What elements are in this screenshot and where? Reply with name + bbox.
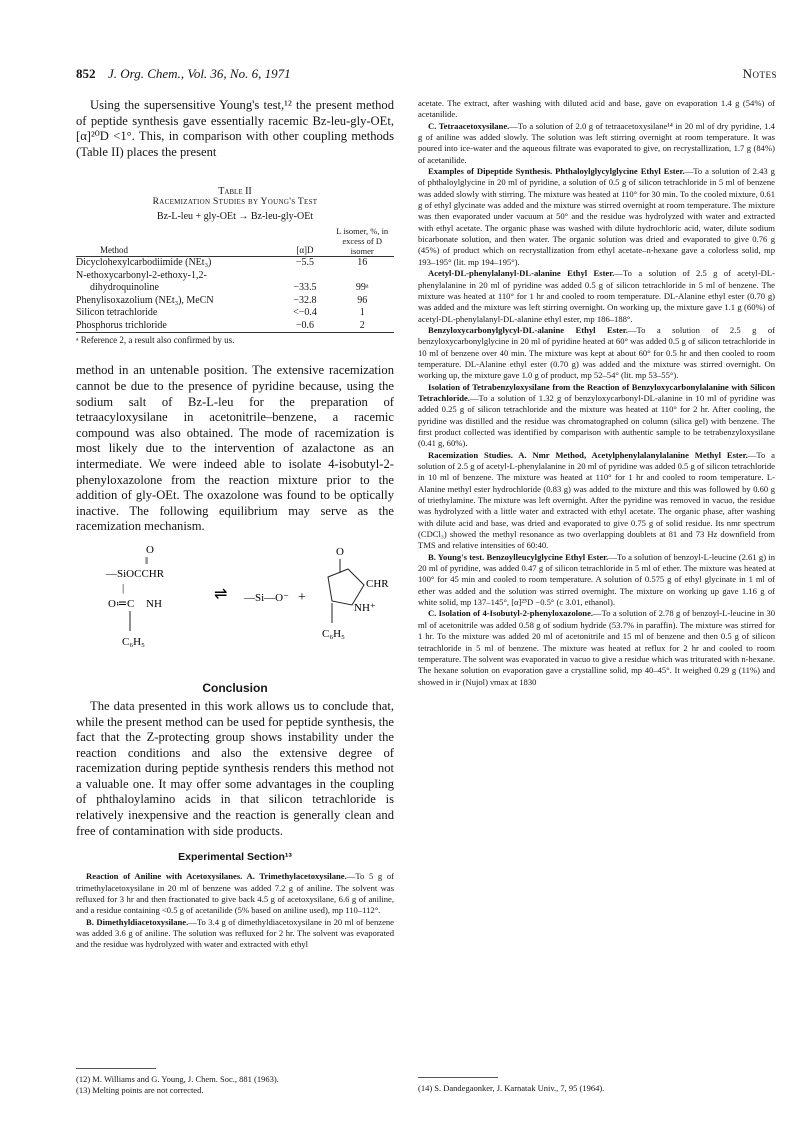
cell-isomer [330, 270, 394, 283]
table-row [76, 307, 394, 320]
right-paragraph-1: acetate. The extract, after washing with diluted acid and base, gave on evaporation 1.4 g (54%) of acetanilide. [418, 98, 775, 120]
table-header-row [76, 226, 394, 256]
right-paragraph-7 [418, 450, 775, 552]
scheme-double-bond: ‖ [145, 554, 149, 567]
right-paragraph-3 [418, 166, 775, 268]
table-row [76, 295, 394, 308]
scheme-chr: CHR [366, 577, 389, 590]
cell-isomer: 1 [359, 307, 365, 319]
scheme-silanolate: —Si—O⁻ [244, 591, 289, 604]
exp-paragraph-a [76, 871, 394, 916]
cell-method: dihydroquinoline [90, 282, 159, 294]
cell-method: Dicyclohexylcarbodiimide (NEt₃) [76, 257, 212, 269]
scheme-drawing [76, 539, 394, 675]
right-paragraph-6 [418, 382, 775, 450]
p2-body: —To a solution of 2.0 g of tetraacetoxysilane¹⁴ in 20 ml of dry pyridine, 1.4 g of aniline was added slowly. The solution was left stirring overnight at room temperature. It was poured into ice-water and the aqueous filtrate was evaporated to give, on recrystallization, 1.7 g (84%) of acetanilide. [418, 120, 775, 165]
exp-paragraph-b [76, 917, 394, 951]
p3-title: Examples of Dipeptide Synthesis. Phthaloylglycylglycine Ethyl Ester. [428, 166, 685, 177]
cell-isomer: 96 [357, 294, 368, 306]
cell-alpha: −32.8 [293, 294, 317, 306]
p5-body: —To a solution of 2.5 g of benzyloxycarbonylglycine in 20 ml of pyridine heated at 60° was added 0.5 g of silicon tetrachloride in 10 ml of benzene over 40 min. The mixture was kept at about 60° for 0.5 hr and then cooled to room temperature. DL-Alanine ethyl ester (0.70 g) was added and the mixture was stirred overnight. On working up, the mixture gave 1.0 g of product, mp 52–54° (lit. mp 53–55°). [418, 324, 775, 381]
conclusion-paragraph: The data presented in this work allows us to conclude that, while the present method can be used for peptide synthesis, the fact that the Z-protecting group shows instability under the reaction conditions and also the extensive degree of racemization during peptide synthesis renders this method not a valuable one. It may offer some advantages in the coupling of phthaloylamino acids in that silicon tetrachloride is relatively inexpensive and the reaction is generally clean and free of contamination with side products. [76, 698, 394, 838]
scheme-nh: NH [146, 597, 162, 610]
scheme-phenyl-right: C₆H₅ [322, 627, 345, 640]
page-header [76, 66, 777, 86]
page-number: 852 [76, 66, 96, 81]
exp-b-title: B. Dimethyldiacetoxysilane. [86, 916, 189, 927]
cell-isomer: 99ᵃ [355, 282, 369, 294]
cell-alpha [280, 270, 331, 283]
p9-body: —To a solution of 2.78 g of benzoyl-L-leucine in 30 ml of acetonitrile was added 0.58 g of sodium hydride (53.7% in paraffin). The mixture was stirred for 1 hr. To the mixture was added 20 ml of acetonitrile and 15 ml of benzene and then 0.5 g of silicon tetrachloride in 5 ml of benzene. The mixture was heated at reflux for 2 hr and cooled to room temperature. The solvent was evaporated in vacuo to give a residue which was triturated with n-hexane. The hexane solution on evaporation gave a crystalline solid, mp 40–45°. It weighed 0.29 g (11%) and showed in ir (Nujol) νmax at 1830 [418, 608, 775, 687]
section-name: Notes [742, 66, 777, 81]
cell-alpha: <−0.4 [293, 307, 317, 319]
cell-method: N-ethoxycarbonyl-2-ethoxy-1,2- [76, 269, 207, 281]
cell-isomer: 2 [359, 319, 365, 331]
table-ii [76, 186, 394, 345]
header-method: Method [100, 244, 128, 255]
table-footnote: ᵃ Reference 2, a result also confirmed by us. [76, 335, 235, 346]
p7-title: Racemization Studies. A. Nmr Method, Acetylphenylalanylalanine Methyl Ester. [428, 449, 748, 460]
experimental-heading: Experimental Section¹³ [178, 851, 292, 864]
table-reaction: Bz-L-leu + gly-OEt → Bz-leu-gly-OEt [156, 211, 314, 223]
table-row [76, 282, 394, 295]
right-paragraph-5 [418, 325, 775, 382]
header-alpha: [α]D [296, 244, 314, 255]
p8-title: B. Young's test. Benzoylleucylglycine Ethyl Ester. [428, 551, 609, 562]
table-row [76, 257, 394, 270]
p4-body: —To a solution of 2.5 g of acetyl-DL-phenylalanine in 20 ml of pyridine was added 0.5 g of silicon tetrachloride in 5 ml of benzene. The mixture was heated at 110° for 1 hr and cooled to room temperature. DL-Alanine ethyl ester (0.70 g) was added and the mixture was left stirring overnight. On working up, the mixture gave 1.1 g (60%) of acetyl-DL-phenylalanyl-DL-alanine ethyl ester, mp 186–188°. [418, 268, 775, 324]
cell-method: Silicon tetrachloride [76, 307, 158, 319]
conclusion-heading: Conclusion [202, 680, 268, 695]
cell-method: Phosphorus trichloride [76, 319, 167, 331]
p7-body: —To a solution of 2.5 g of acetyl-L-phenylalanine in 20 ml of pyridine was added 0.5 g of silicon tetrachloride in 10 ml of benzene. The mixture was heated at 110° for 1 hr and cooled to room temperature. L-Alanine methyl ester hydrochloride (0.83 g) was added to the mixture and this was followed by 0.60 g of triethylamine. The mixture was left overnight. After the pyridine was removed in vacuo, the residue was hydrolyzed with a little water and extracted with ethyl acetate. The organic phase, after washing with dilute acid and base, was dried and evaporated to give 0.75 g of solid residue. Its nmr spectrum (CDCl₃) showed the methyl resonance as two overlapping doublets at 81 and 73 Hz downfield from TMS and relative intensities of 60:40. [418, 449, 775, 551]
p6-title: Isolation of Tetrabenzyloxysilane from the Reaction of Benzyloxycarbonylalanine with Silicon Tetrachloride. [418, 381, 775, 403]
cell-method: Phenylisoxazolium (NEt₃), MeCN [76, 294, 214, 306]
right-footnotes [418, 1077, 775, 1094]
table-row [76, 320, 394, 333]
footnote-12: (12) M. Williams and G. Young, J. Chem. Soc., 881 (1963). [76, 1074, 279, 1084]
left-footnotes [76, 1068, 394, 1096]
right-paragraph-8 [418, 552, 775, 609]
right-column [418, 98, 775, 688]
scheme-nh-plus: NH⁺ [354, 601, 376, 614]
intro-paragraph: Using the supersensitive Young's test,¹² the present method of peptide synthesis gave essentially racemic Bz-leu-gly-OEt, [α]²⁰D <1°. This, in comparison with other coupling methods (Table II) places the present [76, 98, 394, 159]
p8-body: —To a solution of benzoyl-L-leucine (2.61 g) in 20 ml of pyridine, was added 0.47 g of silicon tetrachloride in 5 ml of ether. The mixture was heated at 100° for 45 min and cooled to room temperature. A solution of 0.575 g of ethyl glycinate in 1 ml of ether was added and the solution was stirred overnight. The mixture on working up gave 1.16 g of white solid, mp 137–145°, [α]²⁵D −0.5° (c 3.01, ethanol). [418, 551, 775, 608]
table-subtitle: Racemization Studies by Young's Test [152, 197, 318, 208]
p6-body: —To a solution of 1.32 g of benzyloxycarbonyl-DL-alanine in 10 ml of pyridine was added 0.25 g of silicon tetrachloride and the mixture was heated at 110° for 2 hr. After cooling, the pyridine was distilled and the residue was chromatographed on column (silica gel) with benzene. The first product collected was identified by comparison with authentic sample to be tetrabenzyloxysilane (0.41 g, 60%). [418, 392, 775, 449]
scheme-equilibrium-arrow: ⇌ [214, 585, 228, 603]
p5-title: Benzyloxycarbonylglycyl-DL-alanine Ethyl Ester. [428, 324, 628, 335]
right-paragraph-4 [418, 268, 775, 325]
racemization-table [76, 226, 394, 333]
left-column [76, 98, 394, 951]
racemization-scheme [76, 539, 394, 675]
scheme-plus: + [298, 589, 306, 605]
journal-citation: J. Org. Chem., Vol. 36, No. 6, 1971 [108, 66, 291, 81]
p9-title: C. Isolation of 4-Isobutyl-2-phenyloxazolone. [428, 608, 594, 619]
cell-alpha: −5.5 [295, 257, 315, 269]
cell-alpha: −33.5 [293, 282, 317, 294]
right-paragraph-9 [418, 608, 775, 687]
scheme-phenyl-left: C₆H₅ [122, 635, 145, 648]
scheme-amide-c: O≔C [108, 597, 135, 610]
scheme-silyl-ester: —SiOCCHR [106, 567, 165, 580]
cell-alpha: −0.6 [295, 319, 315, 331]
table-title: Table II [218, 186, 252, 198]
exp-a-body: —To 5 g of trimethylacetoxysilane in 20 ml of benzene was added 7.2 g of aniline. The solvent was refluxed for 3 hr and then fractionated to give back 4.5 g of acetoxysilane, 6.6 g of aniline, and a residue containing <0.5 g of acetanilide (5% based on aniline used), mp 110–112°. [76, 871, 394, 916]
footnote-14: (14) S. Dandegaonker, J. Karnatak Univ., 7, 95 (1964). [418, 1083, 605, 1093]
header-isomer: L isomer, %, in excess of D isomer [336, 226, 389, 257]
p4-title: Acetyl-DL-phenylalanyl-DL-alanine Ethyl Ester. [428, 268, 615, 279]
p2-title: C. Tetraacetoxysilane. [428, 120, 510, 131]
cell-isomer: 16 [357, 257, 368, 269]
footnote-13: (13) Melting points are not corrected. [76, 1085, 204, 1095]
scheme-bond: | [122, 581, 125, 594]
exp-a-title: Reaction of Aniline with Acetoxysilanes. A. Trimethylacetoxysilane. [86, 871, 347, 882]
p3-body: —To a solution of 2.43 g of phthaloylglycine in 20 ml of pyridine, a solution of 0.5 g of silicon tetrachloride in 5 ml of benzene was added slowly with stirring. The mixture was heated at 110° for 30 min. To the cooled mixture, 0.61 g of ethyl glycinate was added and the mixture was stirred overnight at room temperature. The mixture was then evaporated under vacuum at 50° and the residue was hydrolyzed with water and extracted with ethyl acetate. The organic phase was washed with dilute hydrochloric acid, water, dilute sodium bicarbonate solution, and then water. The organic solution was dried and evaporated to give 0.76 g (45%) of product which on recrystallization from ethyl acetate–n-hexane gave a colorless solid, mp 193–195° (lit. mp 194–195°). [418, 166, 775, 267]
exp-b-body: —To 3.4 g of dimethyldiacetoxysilane in 20 ml of benzene was added 3.6 g of aniline. The solution was refluxed for 2 hr. The solvent was evaporated and the residue was hydrolyzed with water and extracted with ethyl [76, 916, 394, 950]
scheme-carbonyl-o: O [146, 543, 154, 556]
right-paragraph-2 [418, 121, 775, 166]
table-row [76, 270, 394, 283]
racemization-paragraph: method in an untenable position. The extensive racemization cannot be due to the presence of pyridine because, using the sodium salt of Bz-L-leu for the preparation of tetraacyloxysilane in acetonitrile–benzene, a racemic compound was also obtained. The mode of racemization is most likely due to the intervention of azalactone as an intermediate. We were indeed able to isolate 4-isobutyl-2-phenyloxazolone from the reaction mixture prior to the addition of gly-OEt. The oxazolone was found to be optically inactive. The following equilibrium may serve as the racemization mechanism. [76, 363, 394, 534]
scheme-ring-o: O [336, 545, 344, 558]
